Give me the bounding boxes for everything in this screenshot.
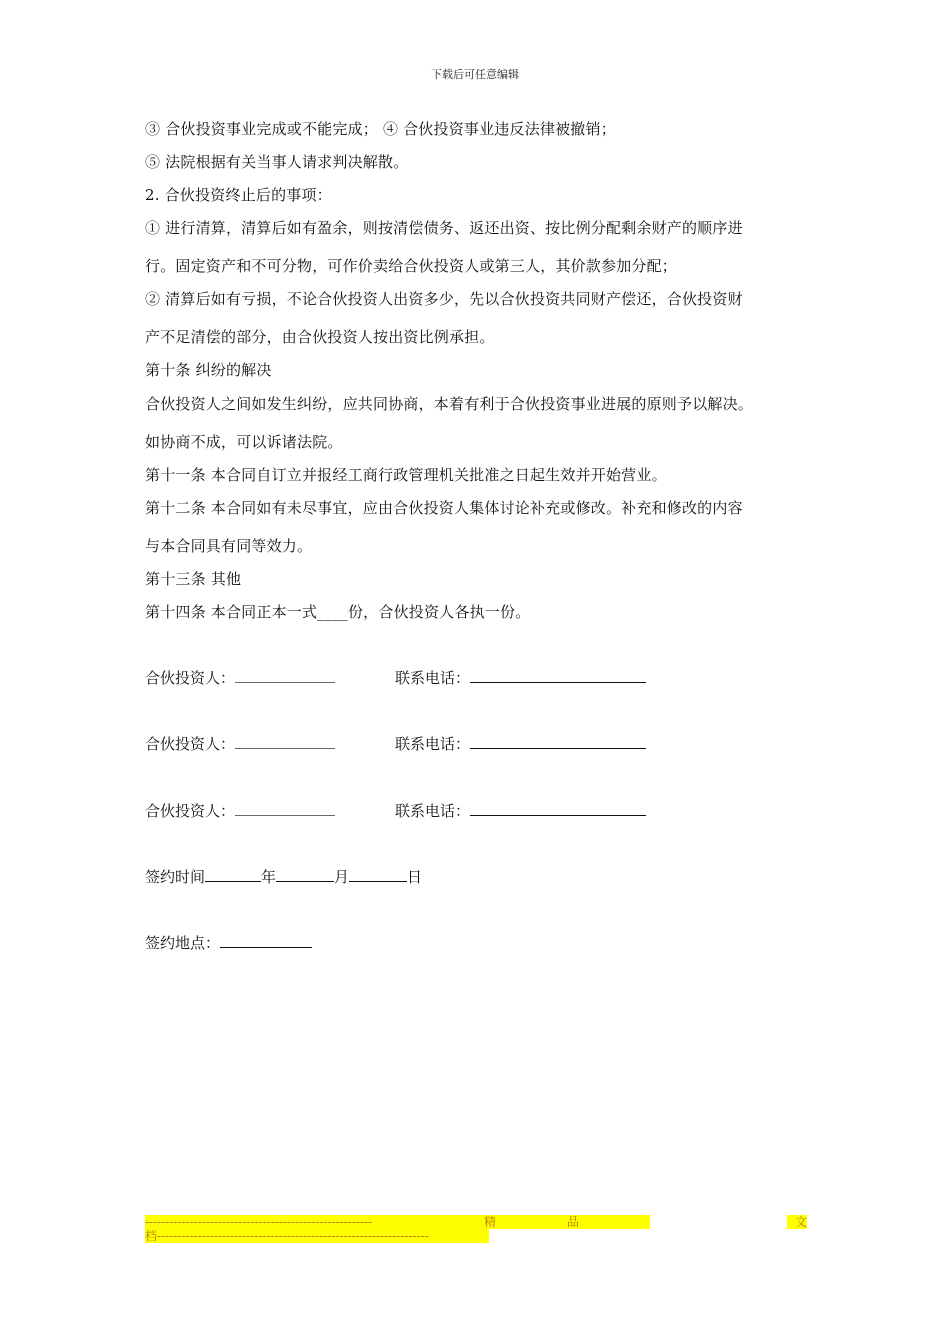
footer-row-2: 档------------------------------------------------------------------- [145, 1229, 489, 1243]
footer-watermark [145, 1215, 807, 1243]
copies-blank: ____ [317, 603, 348, 621]
article-heading: 第十二条 本合同如有未尽事宜，应由合伙投资人集体讨论补充或修改。补充和修改的内容 [145, 499, 743, 517]
phone-label: 联系电话： [395, 802, 471, 820]
footer-char-3: 文 [794, 1215, 807, 1229]
year-blank[interactable] [205, 867, 261, 882]
clause-line: 如协商不成，可以诉诸法院。 [145, 433, 343, 451]
sign-place-row [145, 933, 312, 953]
clause-line: 行。固定资产和不可分物，可作价卖给合伙投资人或第三人，其价款参加分配； [145, 257, 678, 275]
partner-label: 合伙投资人： [145, 669, 236, 687]
clause-line: ③ 合伙投资事业完成或不能完成； ④ 合伙投资事业违反法律被撤销； [145, 120, 616, 138]
clause-line: ① 进行清算，清算后如有盈余，则按清偿债务、返还出资、按比例分配剩余财产的顺序进 [145, 219, 743, 237]
clause-line: 2. 合伙投资终止后的事项： [145, 186, 332, 204]
phone-blank[interactable] [470, 734, 646, 749]
footer-char-1: 精 [484, 1215, 497, 1229]
footer-char-2: 品 [567, 1215, 580, 1229]
sign-date-label: 签约时间 [145, 868, 206, 886]
day-blank[interactable] [349, 867, 407, 882]
phone-blank[interactable] [470, 668, 646, 683]
footer-gap [650, 1215, 787, 1229]
page-header: 下载后可任意编辑 [431, 68, 519, 81]
article14-text: 第十四条 本合同正本一式 [145, 603, 318, 621]
partner-signature-row [145, 801, 335, 821]
place-blank[interactable] [220, 933, 312, 948]
partner-signature-row [145, 734, 335, 754]
clause-line: 合伙投资人之间如发生纠纷，应共同协商，本着有利于合伙投资事业进展的原则予以解决。 [145, 395, 754, 413]
phone-blank[interactable] [470, 801, 646, 816]
partner-name-blank[interactable] [235, 801, 335, 816]
phone-row [395, 801, 646, 821]
article-heading [145, 602, 530, 622]
partner-name-blank[interactable] [235, 734, 335, 749]
article-heading: 第十三条 其他 [145, 570, 242, 588]
article-heading: 第十一条 本合同自订立并报经工商行政管理机关批准之日起生效并开始营业。 [145, 466, 667, 484]
partner-label: 合伙投资人： [145, 735, 236, 753]
partner-signature-row [145, 668, 335, 688]
clause-line: 产不足清偿的部分，由合伙投资人按出资比例承担。 [145, 328, 495, 346]
sign-place-label: 签约地点： [145, 934, 221, 952]
clause-line: 与本合同具有同等效力。 [145, 537, 313, 555]
footer-dashes: -------------------------------------------------------- [145, 1215, 373, 1229]
clause-line: ② 清算后如有亏损，不论合伙投资人出资多少，先以合伙投资共同财产偿还，合伙投资财 [145, 290, 743, 308]
sign-date-row [145, 867, 422, 887]
year-label: 年 [261, 868, 277, 886]
clause-line: ⑤ 法院根据有关当事人请求判决解散。 [145, 153, 409, 171]
month-label: 月 [334, 868, 350, 886]
article14-text-end: 份，合伙投资人各执一份。 [347, 603, 531, 621]
partner-label: 合伙投资人： [145, 802, 236, 820]
phone-label: 联系电话： [395, 669, 471, 687]
phone-row [395, 668, 646, 688]
article-heading: 第十条 纠纷的解决 [145, 361, 272, 379]
footer-row-1 [145, 1215, 807, 1229]
month-blank[interactable] [276, 867, 334, 882]
phone-label: 联系电话： [395, 735, 471, 753]
day-label: 日 [407, 868, 423, 886]
phone-row [395, 734, 646, 754]
partner-name-blank[interactable] [235, 668, 335, 683]
